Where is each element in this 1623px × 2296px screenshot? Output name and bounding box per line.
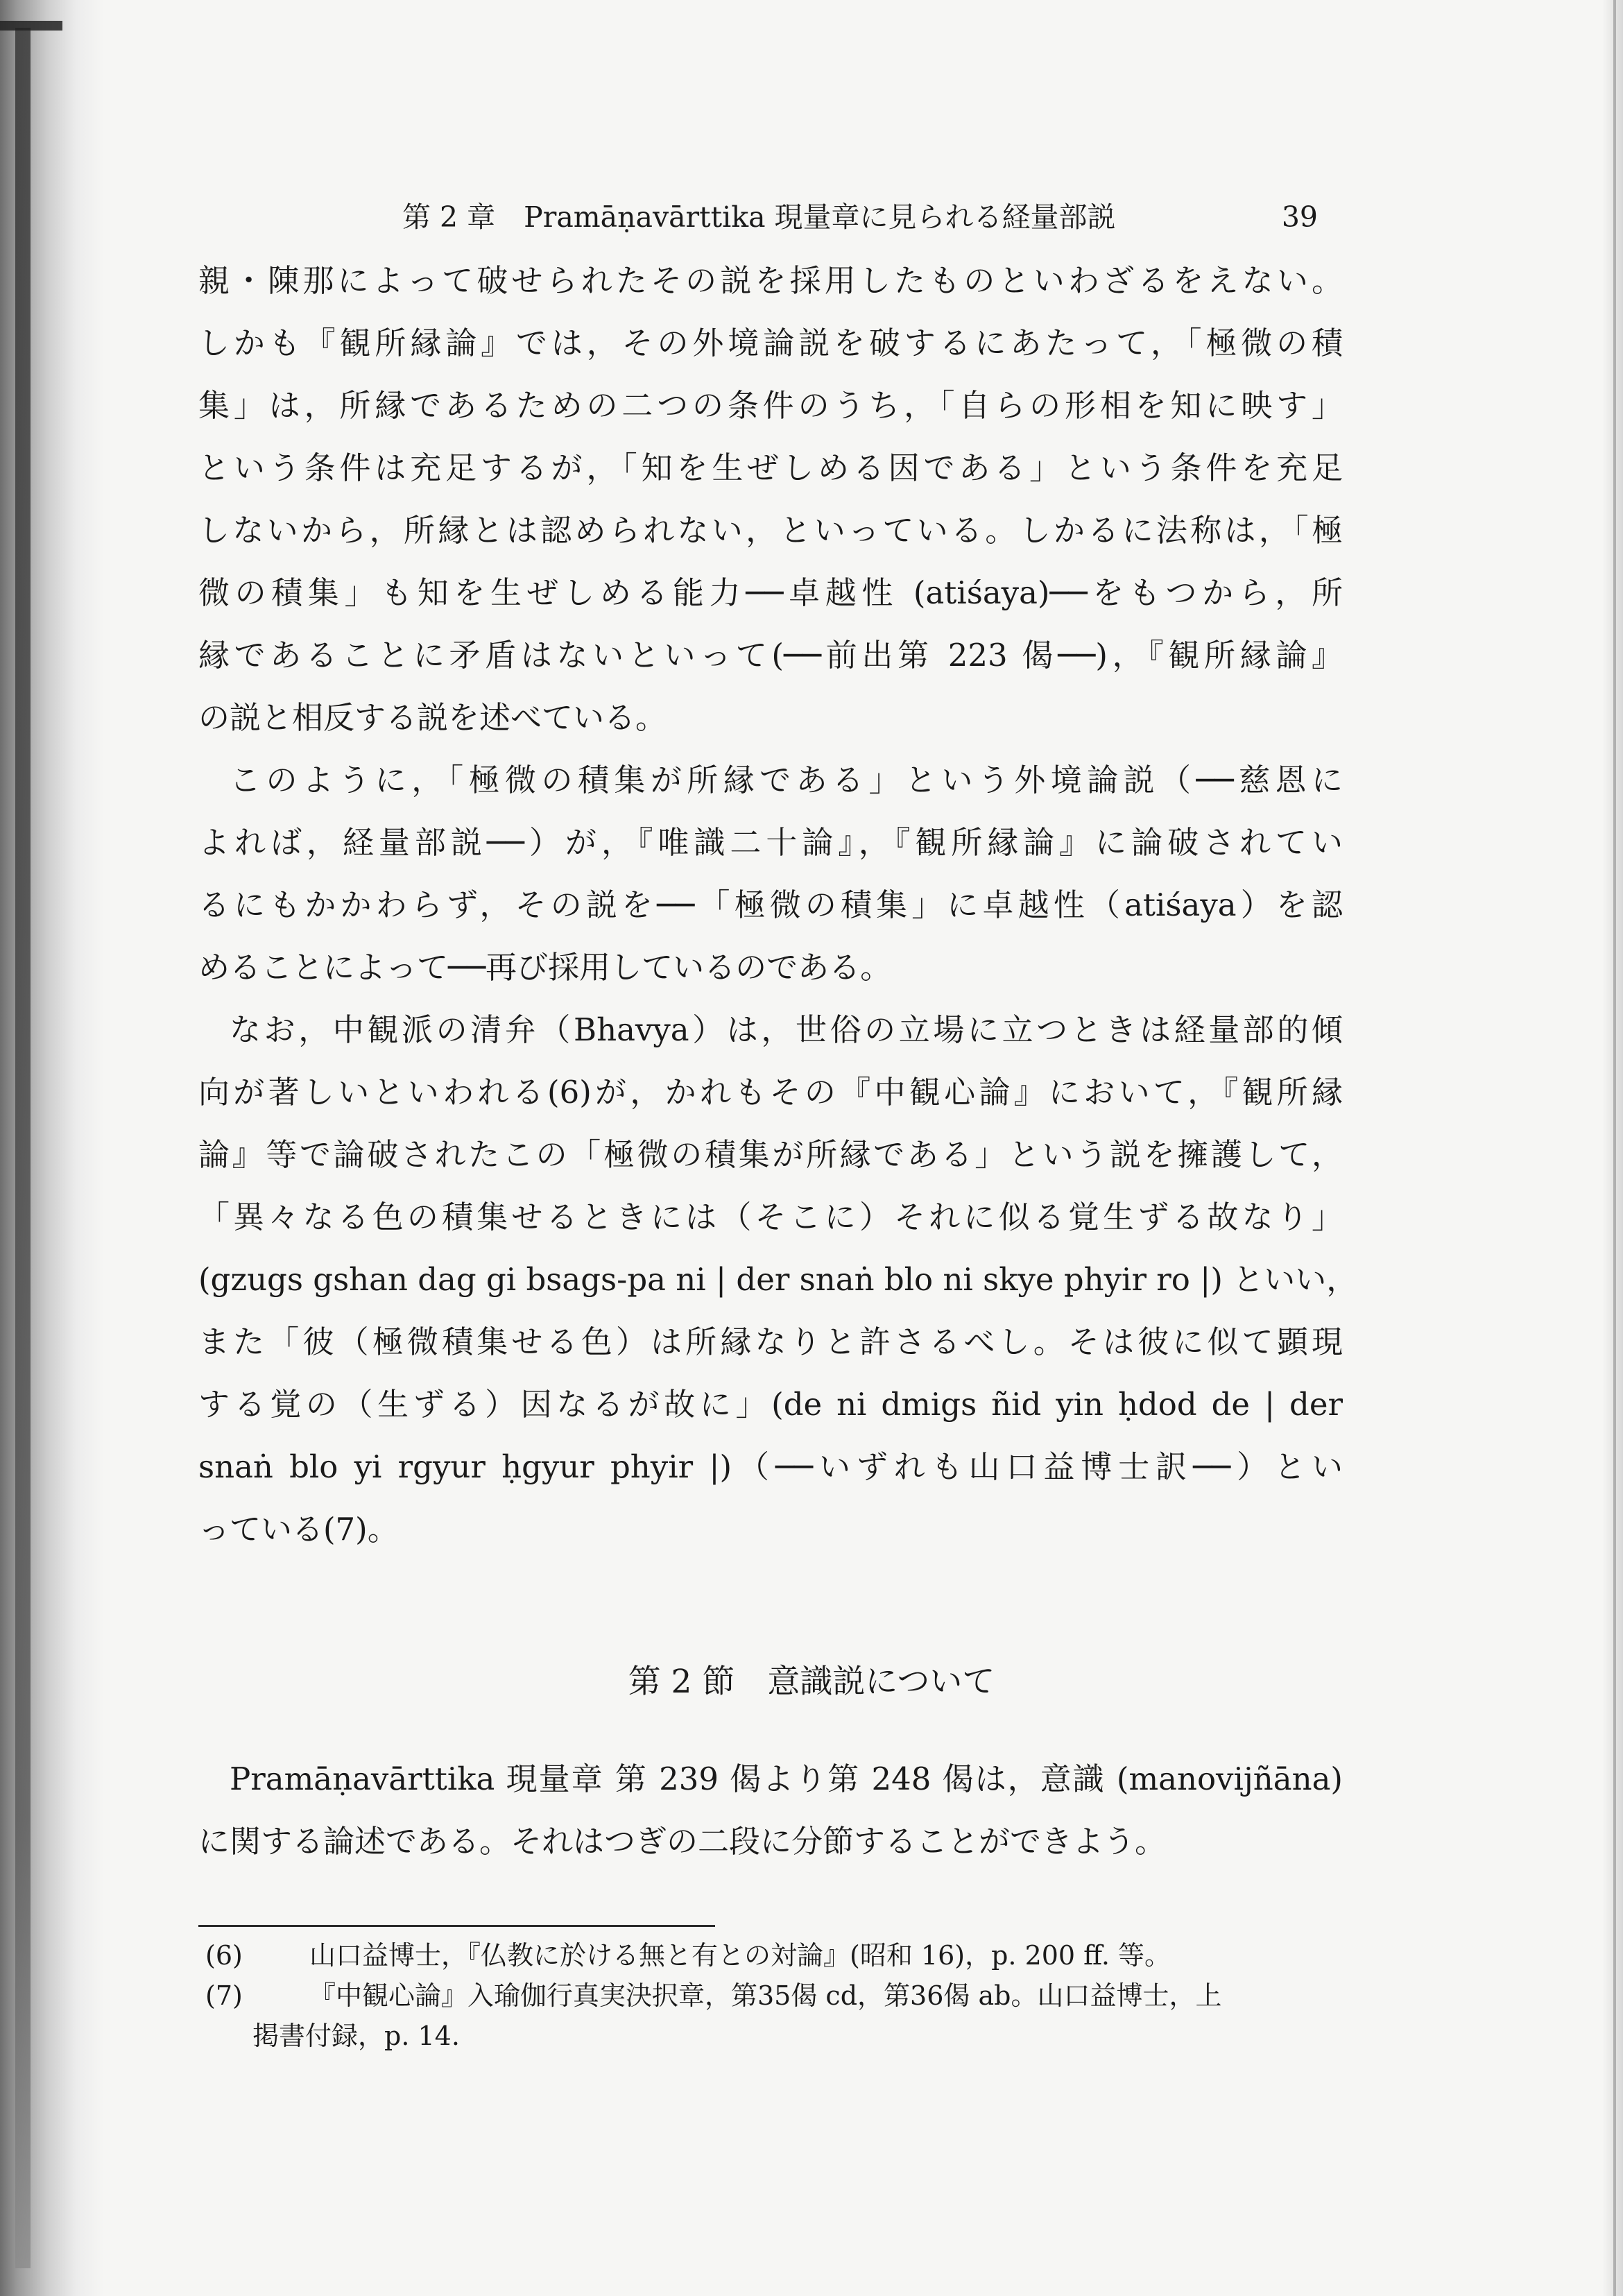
footnote-text: 山口益博士，『仏教に於ける無と有との対論』(昭和 16)，p. 200 ff. 等。: [309, 1940, 1171, 1971]
text-line: るにもかかわらず，その説を──「極微の積集」に卓越性（atiśaya）を認: [198, 886, 1343, 923]
text-line: snaṅ blo yi rgyur ḥgyur phyir |)（──いずれも山口益博士訳──）とい: [198, 1448, 1343, 1485]
text-line: また「彼（極微積集せる色）は所縁なりと許さるべし。そは彼に似て顕現: [198, 1323, 1343, 1360]
page-number: 39: [1281, 200, 1318, 234]
text-line: めることによって──再び採用しているのである。: [198, 949, 892, 986]
section-text: [198, 1748, 1343, 1873]
paragraph-1: [198, 250, 1343, 749]
running-header: [402, 193, 1318, 241]
paragraph-2: [198, 749, 1343, 999]
text-line: このように，「極微の積集が所縁である」という外境論説（──慈恩に: [230, 762, 1343, 798]
text-line: する覚の（生ずる）因なるが故に」(de ni dmigs ñid yin ḥdod de | der: [198, 1386, 1343, 1423]
text-line: の説と相反する説を述べている。: [198, 699, 667, 736]
text-line: っている(7)。: [198, 1511, 399, 1548]
footnote-number: (7): [205, 1980, 243, 2011]
text-line: よれば，経量部説──）が，『唯識二十論』，『観所縁論』に論破されてい: [198, 824, 1343, 861]
footnote-7: [205, 1976, 1343, 2056]
text-line: という条件は充足するが，「知を生ぜしめる因である」という条件を充足: [198, 449, 1343, 486]
text-line: 集」は，所縁であるための二つの条件のうち，「自らの形相を知に映す」: [198, 387, 1343, 424]
text-line: なお，中観派の清弁（Bhavya）は，世俗の立場に立つときは経量部的傾: [230, 1011, 1343, 1048]
text-line: 向が著しいといわれる(6)が，かれもその『中観心論』において，『観所縁: [198, 1074, 1343, 1111]
footnote-number: (6): [205, 1940, 243, 1971]
main-text: [198, 250, 1358, 1561]
text-line: しかも『観所縁論』では，その外境論説を破するにあたって，「極微の積: [198, 325, 1343, 361]
scan-shadow-right: [1602, 0, 1623, 2296]
text-line: 縁であることに矛盾はないといって(──前出第 223 偈──)，『観所縁論』: [198, 637, 1343, 674]
section-heading: 第 2 節 意識説について: [628, 1663, 995, 1701]
text-line: 「異々なる色の積集せるときには（そこに）それに似る覚生ずる故なり」: [198, 1199, 1343, 1235]
running-header-title: 第 2 章 Pramāṇavārttika 現量章に見られる経量部説: [402, 200, 1116, 234]
scan-corner-mark: [0, 21, 62, 31]
footnote-6: [205, 1935, 1343, 1976]
paragraph-3: [198, 999, 1358, 1561]
text-line: (gzugs gshan dag gi bsags-pa ni | der snaṅ blo ni skye phyir ro |) といい，: [198, 1261, 1358, 1298]
text-line: Pramāṇavārttika 現量章 第 239 偈より第 248 偈は，意識 (manovijñāna): [230, 1760, 1343, 1797]
footnote-divider: [198, 1925, 715, 1927]
text-line: しないから，所縁とは認められない，といっている。しかるに法称は，「極: [198, 512, 1343, 549]
footnotes: [205, 1935, 1343, 2056]
scan-edge-line-right: [1613, 0, 1616, 2296]
footnote-text-continued: 掲書付録，p. 14.: [252, 2021, 460, 2051]
text-line: 論』等で論破されたこの「極微の積集が所縁である」という説を擁護して，: [198, 1136, 1343, 1173]
text-line: 微の積集」も知を生ぜしめる能力──卓越性 (atiśaya)──をもつから，所: [198, 574, 1343, 611]
footnote-text: 『中観心論』入瑜伽行真実決択章，第35偈 cd，第36偈 ab。山口益博士，上: [309, 1980, 1222, 2011]
scan-binding-edge: [15, 28, 31, 2268]
text-line: に関する論述である。それはつぎの二段に分節することができよう。: [198, 1823, 1167, 1860]
text-line: 親・陳那によって破せられたその説を採用したものといわざるをえない。: [198, 262, 1343, 299]
